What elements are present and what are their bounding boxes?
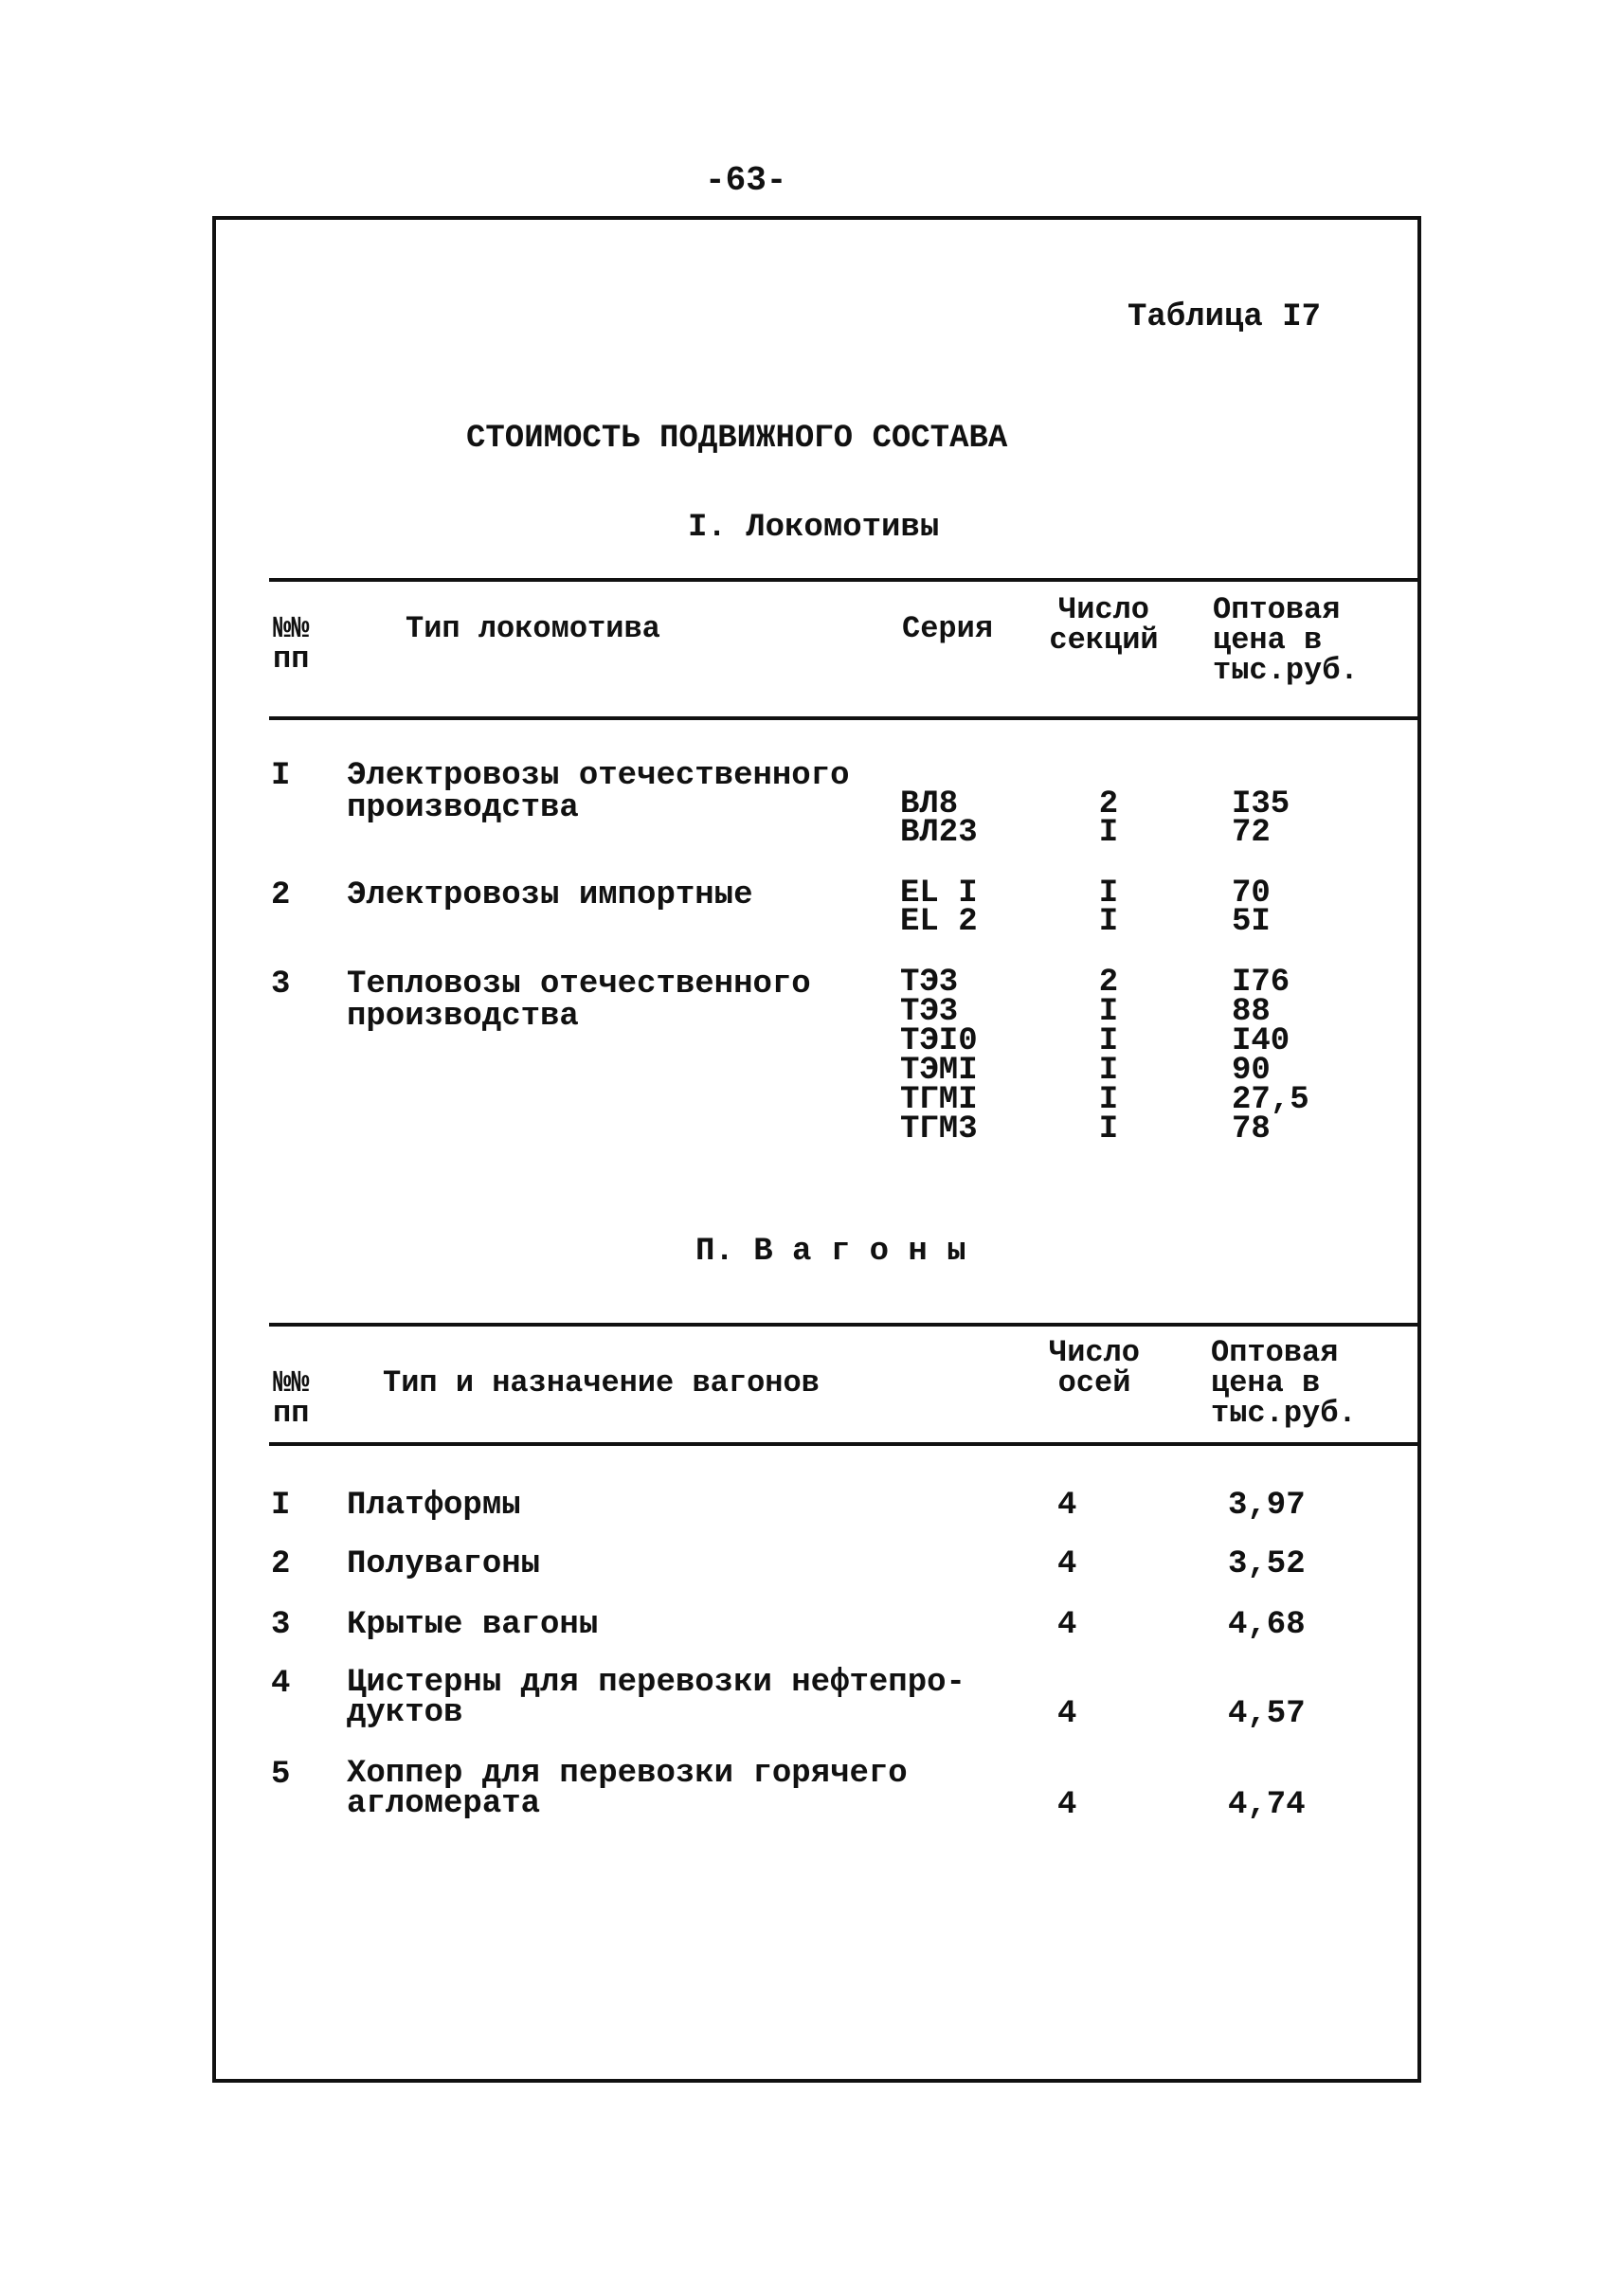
wagon-row-2-type: Полувагоны bbox=[347, 1546, 541, 1582]
section2-header-rule bbox=[269, 1442, 1421, 1446]
section2-heading: П. В а г о н ы bbox=[695, 1234, 966, 1270]
loco-row-1-num: I bbox=[271, 758, 291, 794]
wagon-row-3-axles: 4 bbox=[1057, 1607, 1077, 1643]
wagon-row-4-type: Цистерны для перевозки нефтепро- дуктов bbox=[347, 1665, 965, 1731]
section1-header-price: Оптовая цена в тыс.руб. bbox=[1213, 592, 1359, 688]
wagon-row-5-num: 5 bbox=[271, 1757, 291, 1793]
section2-header-price: Оптовая цена в тыс.руб. bbox=[1211, 1335, 1357, 1431]
wagon-row-1-axles: 4 bbox=[1057, 1488, 1077, 1524]
wagon-row-4-num: 4 bbox=[271, 1666, 291, 1702]
section1-header-type: Тип локомотива bbox=[406, 611, 660, 646]
section1-header-rule bbox=[269, 716, 1421, 720]
loco-row-1-series: ВЛ8 ВЛ23 bbox=[900, 786, 978, 851]
wagon-row-1-num: I bbox=[271, 1488, 291, 1524]
wagon-row-4-axles: 4 bbox=[1057, 1696, 1077, 1732]
loco-row-2-type: Электровозы импортные bbox=[347, 877, 753, 913]
loco-row-3-sections: 2 I I I I I bbox=[1098, 965, 1119, 1147]
section2-header-type: Тип и назначение вагонов bbox=[383, 1365, 820, 1400]
loco-row-2-num: 2 bbox=[271, 877, 291, 913]
wagon-row-2-price: 3,52 bbox=[1228, 1546, 1306, 1582]
wagon-row-1-type: Платформы bbox=[347, 1488, 521, 1524]
loco-row-3-price: I76 88 I40 90 27,5 78 bbox=[1232, 965, 1309, 1147]
loco-row-1-price: I35 72 bbox=[1232, 786, 1290, 851]
page-number: -63- bbox=[705, 161, 787, 200]
wagon-row-5-price: 4,74 bbox=[1228, 1787, 1306, 1823]
loco-row-2-series: EL I EL 2 bbox=[900, 876, 978, 940]
section1-header-sections: Число секций bbox=[1049, 592, 1159, 658]
wagon-row-5-axles: 4 bbox=[1057, 1787, 1077, 1823]
section2-header-axles: Число осей bbox=[1048, 1335, 1140, 1400]
loco-row-3-num: 3 bbox=[271, 966, 291, 1002]
loco-row-3-type: Тепловозы отечественного производства bbox=[347, 966, 811, 1035]
wagon-row-2-axles: 4 bbox=[1057, 1546, 1077, 1582]
section1-header-series: Серия bbox=[902, 611, 994, 646]
section1-heading: I. Локомотивы bbox=[688, 510, 940, 546]
section1-header-num: №№ пп bbox=[273, 611, 310, 677]
document-title: СТОИМОСТЬ ПОДВИЖНОГО СОСТАВА bbox=[466, 421, 1008, 457]
wagon-row-4-price: 4,57 bbox=[1228, 1696, 1306, 1732]
section2-top-rule bbox=[269, 1323, 1421, 1327]
loco-row-2-price: 70 5I bbox=[1232, 876, 1271, 940]
section2-header-num: №№ пп bbox=[273, 1365, 310, 1431]
wagon-row-5-type: Хоппер для перевозки горячего агломерата bbox=[347, 1756, 908, 1822]
table-label: Таблица I7 bbox=[1128, 299, 1322, 335]
section1-top-rule bbox=[269, 578, 1421, 582]
wagon-row-3-price: 4,68 bbox=[1228, 1607, 1306, 1643]
wagon-row-1-price: 3,97 bbox=[1228, 1488, 1306, 1524]
wagon-row-3-num: 3 bbox=[271, 1607, 291, 1643]
wagon-row-3-type: Крытые вагоны bbox=[347, 1607, 599, 1643]
wagon-row-2-num: 2 bbox=[271, 1546, 291, 1582]
loco-row-3-series: ТЭ3 ТЭ3 ТЭI0 ТЭМI ТГМI ТГМ3 bbox=[900, 965, 978, 1147]
loco-row-2-sections: I I bbox=[1098, 876, 1119, 940]
loco-row-1-type: Электровозы отечественного производства bbox=[347, 758, 850, 826]
loco-row-1-sections: 2 I bbox=[1098, 786, 1119, 851]
